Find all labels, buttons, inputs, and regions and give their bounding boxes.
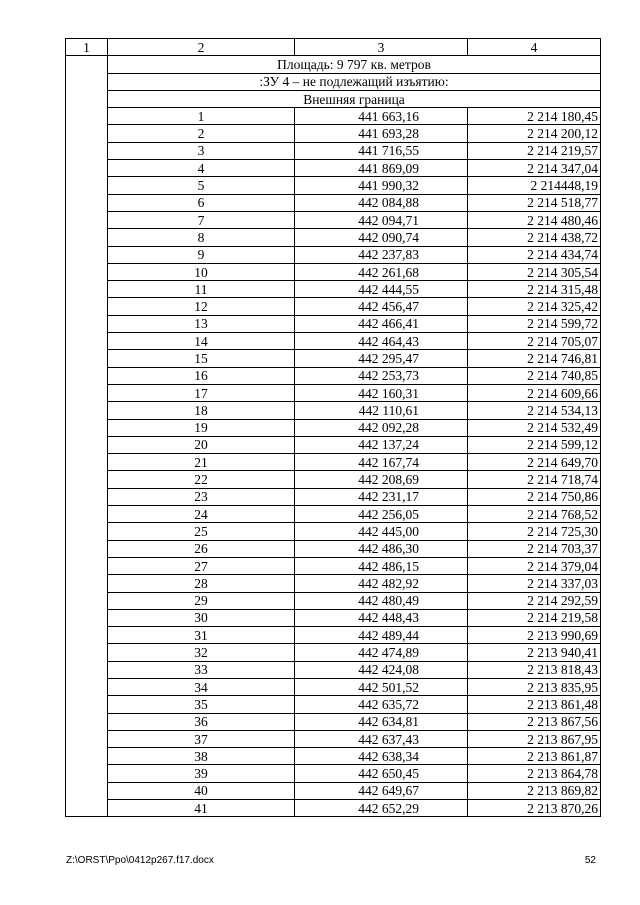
coord-y: 2 214 705,07 <box>468 333 601 350</box>
coordinates-table <box>65 38 601 817</box>
point-number: 12 <box>108 298 295 315</box>
header-cell-3: 3 <box>295 39 468 56</box>
coord-x: 442 486,15 <box>295 557 468 574</box>
table-row <box>66 627 601 644</box>
coord-y: 2 214 599,72 <box>468 315 601 332</box>
table-row <box>66 246 601 263</box>
table-row <box>66 748 601 765</box>
table-row <box>66 402 601 419</box>
coord-y: 2 214 315,48 <box>468 281 601 298</box>
point-number: 30 <box>108 609 295 626</box>
table-row <box>66 592 601 609</box>
coord-y: 2 214 292,59 <box>468 592 601 609</box>
coord-x: 441 693,28 <box>295 125 468 142</box>
coord-x: 442 261,68 <box>295 263 468 280</box>
point-number: 22 <box>108 471 295 488</box>
coord-y: 2 213 990,69 <box>468 627 601 644</box>
coord-x: 442 650,45 <box>295 765 468 782</box>
area-text: Площадь: 9 797 кв. метров <box>108 56 601 73</box>
coord-x: 442 649,67 <box>295 782 468 799</box>
coord-y: 2 213 867,56 <box>468 713 601 730</box>
table-row <box>66 177 601 194</box>
point-number: 3 <box>108 142 295 159</box>
coord-x: 442 456,47 <box>295 298 468 315</box>
table-row <box>66 333 601 350</box>
table-row <box>66 661 601 678</box>
point-number: 10 <box>108 263 295 280</box>
coord-y: 2 213 867,95 <box>468 730 601 747</box>
table-row <box>66 696 601 713</box>
table-row <box>66 436 601 453</box>
table-row <box>66 782 601 799</box>
coord-x: 442 489,44 <box>295 627 468 644</box>
coord-x: 442 094,71 <box>295 211 468 228</box>
table-row <box>66 142 601 159</box>
coord-x: 442 444,55 <box>295 281 468 298</box>
coord-x: 442 652,29 <box>295 800 468 817</box>
table-row <box>66 384 601 401</box>
point-number: 25 <box>108 523 295 540</box>
point-number: 8 <box>108 229 295 246</box>
coord-y: 2 214 609,66 <box>468 384 601 401</box>
point-number: 20 <box>108 436 295 453</box>
coord-x: 441 663,16 <box>295 108 468 125</box>
point-number: 37 <box>108 730 295 747</box>
coord-x: 442 092,28 <box>295 419 468 436</box>
coord-y: 2 214 725,30 <box>468 523 601 540</box>
coord-y: 2 213 870,26 <box>468 800 601 817</box>
boundary-row <box>66 90 601 107</box>
coord-y: 2 213 835,95 <box>468 678 601 695</box>
table-body <box>66 39 601 817</box>
table-row <box>66 125 601 142</box>
coord-y: 2 214 740,85 <box>468 367 601 384</box>
coord-x: 442 634,81 <box>295 713 468 730</box>
table-row <box>66 609 601 626</box>
point-number: 28 <box>108 575 295 592</box>
point-number: 23 <box>108 488 295 505</box>
coord-y: 2 214 200,12 <box>468 125 601 142</box>
table-row <box>66 263 601 280</box>
coord-y: 2 214 434,74 <box>468 246 601 263</box>
coord-y: 2 213 861,87 <box>468 748 601 765</box>
point-number: 9 <box>108 246 295 263</box>
coord-y: 2 214 337,03 <box>468 575 601 592</box>
table-row <box>66 194 601 211</box>
coord-x: 442 160,31 <box>295 384 468 401</box>
table-row <box>66 315 601 332</box>
header-cell-1: 1 <box>66 39 108 56</box>
coord-x: 442 464,43 <box>295 333 468 350</box>
table-row <box>66 523 601 540</box>
point-number: 39 <box>108 765 295 782</box>
coord-y: 2 214 649,70 <box>468 454 601 471</box>
point-number: 18 <box>108 402 295 419</box>
point-number: 32 <box>108 644 295 661</box>
table-row <box>66 557 601 574</box>
header-row <box>66 39 601 56</box>
point-number: 15 <box>108 350 295 367</box>
point-number: 16 <box>108 367 295 384</box>
table-row <box>66 350 601 367</box>
point-number: 27 <box>108 557 295 574</box>
coord-x: 441 990,32 <box>295 177 468 194</box>
table-row <box>66 419 601 436</box>
coord-x: 442 167,74 <box>295 454 468 471</box>
table-row <box>66 575 601 592</box>
table-row <box>66 454 601 471</box>
coord-y: 2 214 750,86 <box>468 488 601 505</box>
coord-x: 442 635,72 <box>295 696 468 713</box>
table-row <box>66 540 601 557</box>
point-number: 40 <box>108 782 295 799</box>
area-row <box>66 56 601 73</box>
coord-y: 2 214448,19 <box>468 177 601 194</box>
coord-x: 442 424,08 <box>295 661 468 678</box>
point-number: 41 <box>108 800 295 817</box>
coord-y: 2 214 768,52 <box>468 506 601 523</box>
point-number: 35 <box>108 696 295 713</box>
coord-y: 2 213 818,43 <box>468 661 601 678</box>
coord-y: 2 214 534,13 <box>468 402 601 419</box>
header-cell-4: 4 <box>468 39 601 56</box>
coord-x: 442 501,52 <box>295 678 468 695</box>
coord-x: 442 466,41 <box>295 315 468 332</box>
coord-x: 442 231,17 <box>295 488 468 505</box>
table-row <box>66 108 601 125</box>
table-row <box>66 506 601 523</box>
coord-x: 442 638,34 <box>295 748 468 765</box>
coord-y: 2 214 599,12 <box>468 436 601 453</box>
header-cell-2: 2 <box>108 39 295 56</box>
coord-x: 442 137,24 <box>295 436 468 453</box>
point-number: 26 <box>108 540 295 557</box>
table-row <box>66 160 601 177</box>
coord-x: 442 256,05 <box>295 506 468 523</box>
coord-y: 2 214 480,46 <box>468 211 601 228</box>
coord-x: 442 295,47 <box>295 350 468 367</box>
coord-y: 2 214 703,37 <box>468 540 601 557</box>
coord-y: 2 214 532,49 <box>468 419 601 436</box>
coord-y: 2 214 746,81 <box>468 350 601 367</box>
coord-y: 2 214 219,58 <box>468 609 601 626</box>
table-row <box>66 471 601 488</box>
coord-y: 2 213 940,41 <box>468 644 601 661</box>
point-number: 24 <box>108 506 295 523</box>
point-number: 36 <box>108 713 295 730</box>
coord-x: 442 486,30 <box>295 540 468 557</box>
coord-x: 442 448,43 <box>295 609 468 626</box>
point-number: 31 <box>108 627 295 644</box>
zu-row <box>66 73 601 90</box>
coord-x: 442 637,43 <box>295 730 468 747</box>
point-number: 11 <box>108 281 295 298</box>
coord-x: 442 482,92 <box>295 575 468 592</box>
coord-x: 442 445,00 <box>295 523 468 540</box>
table-row <box>66 488 601 505</box>
footer-page-number: 52 <box>584 855 596 866</box>
boundary-text: Внешняя граница <box>108 90 601 107</box>
coord-y: 2 213 861,48 <box>468 696 601 713</box>
table-row <box>66 644 601 661</box>
point-number: 29 <box>108 592 295 609</box>
point-number: 34 <box>108 678 295 695</box>
coord-y: 2 213 864,78 <box>468 765 601 782</box>
coord-y: 2 214 180,45 <box>468 108 601 125</box>
coord-y: 2 213 869,82 <box>468 782 601 799</box>
point-number: 4 <box>108 160 295 177</box>
coord-y: 2 214 518,77 <box>468 194 601 211</box>
table-row <box>66 765 601 782</box>
coord-x: 442 480,49 <box>295 592 468 609</box>
coord-y: 2 214 325,42 <box>468 298 601 315</box>
table-row <box>66 298 601 315</box>
coord-x: 442 474,89 <box>295 644 468 661</box>
point-number: 7 <box>108 211 295 228</box>
coord-x: 442 208,69 <box>295 471 468 488</box>
point-number: 21 <box>108 454 295 471</box>
table-row <box>66 678 601 695</box>
zu-text: :ЗУ 4 – не подлежащий изъятию: <box>108 73 601 90</box>
point-number: 13 <box>108 315 295 332</box>
table-row <box>66 229 601 246</box>
coord-x: 441 716,55 <box>295 142 468 159</box>
point-number: 1 <box>108 108 295 125</box>
coord-x: 442 084,88 <box>295 194 468 211</box>
coord-x: 442 110,61 <box>295 402 468 419</box>
coord-y: 2 214 379,04 <box>468 557 601 574</box>
point-number: 14 <box>108 333 295 350</box>
table-row <box>66 713 601 730</box>
coord-y: 2 214 438,72 <box>468 229 601 246</box>
footer-file-path: Z:\ORST\Ppo\0412p267.f17.docx <box>66 855 214 866</box>
coord-y: 2 214 347,04 <box>468 160 601 177</box>
point-number: 5 <box>108 177 295 194</box>
point-number: 38 <box>108 748 295 765</box>
coord-x: 442 237,83 <box>295 246 468 263</box>
coord-y: 2 214 305,54 <box>468 263 601 280</box>
coord-x: 442 090,74 <box>295 229 468 246</box>
point-number: 6 <box>108 194 295 211</box>
table-row <box>66 730 601 747</box>
point-number: 33 <box>108 661 295 678</box>
table-row <box>66 800 601 817</box>
point-number: 19 <box>108 419 295 436</box>
blank-column-cell <box>66 56 108 817</box>
coord-x: 441 869,09 <box>295 160 468 177</box>
point-number: 17 <box>108 384 295 401</box>
table-row <box>66 211 601 228</box>
coord-y: 2 214 219,57 <box>468 142 601 159</box>
table-row <box>66 367 601 384</box>
coord-x: 442 253,73 <box>295 367 468 384</box>
coord-y: 2 214 718,74 <box>468 471 601 488</box>
point-number: 2 <box>108 125 295 142</box>
table-row <box>66 281 601 298</box>
